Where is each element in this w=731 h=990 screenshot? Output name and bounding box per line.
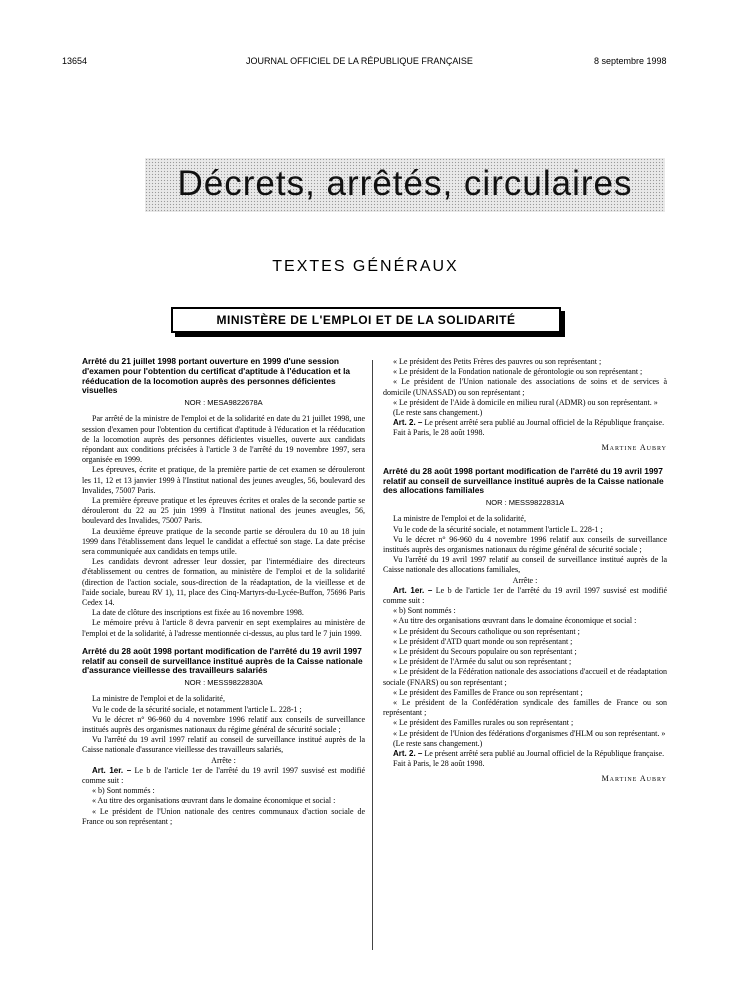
article-title: Arrêté du 28 août 1998 portant modification de l'arrêté du 19 avril 1997 relatif au conseil de surveillance institué auprès de la Caisse nationale des allocations familiales bbox=[383, 465, 664, 496]
banner-title: Décrets, arrêtés, circulaires bbox=[177, 164, 633, 203]
list-item: « Le président de l'Union nationale des associations de soins et de services à domicile (UNASSAD) ou son représentant ; bbox=[383, 377, 667, 397]
ministry-box bbox=[171, 307, 561, 333]
paragraph: Vu le décret n° 96-960 du 4 novembre 1996 relatif aux conseils de surveillance institués auprès des organismes nationaux du régime général de sécurité sociale ; bbox=[82, 714, 365, 735]
place-date: Fait à Paris, le 28 août 1998. bbox=[393, 428, 485, 438]
list-item: « Le président de l'Aide à domicile en milieu rural (ADMR) ou son représentant. » bbox=[393, 397, 658, 407]
nor-reference: NOR : MESA9822678A bbox=[184, 398, 263, 408]
list-item: « b) Sont nommés : bbox=[92, 786, 155, 796]
arrete-label: Arrête : bbox=[512, 575, 538, 585]
paragraph: Vu l'arrêté du 19 avril 1997 relatif au conseil de surveillance institué auprès de la Caisse nationale des allocations familiales, bbox=[383, 555, 667, 575]
article-text: Le présent arrêté sera publié au Journal officiel de la République française. bbox=[424, 418, 665, 428]
list-item: « Le président de la Fondation nationale de gérontologie ou son représentant ; bbox=[393, 367, 643, 377]
paragraph: Vu l'arrêté du 19 avril 1997 relatif au conseil de surveillance institué auprès de la Caisse nationale d'assurance vieillesse des travailleurs salariés, bbox=[82, 735, 365, 755]
paragraph: La première épreuve pratique et les épreuves écrites et orales de la seconde partie se dérouleront du 22 au 25 juin 1999 à l'Institut national des jeunes aveugles, 56, boulevard des Invalides, 75007 Paris. bbox=[82, 496, 365, 526]
paragraph: La ministre de l'emploi et de la solidarité, bbox=[393, 514, 526, 524]
list-item: « Le président de la Fédération nationale des associations d'accueil et de réadaptation sociale (FNARS) ou son représentant ; bbox=[383, 667, 667, 687]
paragraph: Vu le code de la sécurité sociale, et notamment l'article L. 228-1 ; bbox=[393, 524, 603, 534]
list-item: « Le président de l'Union des fédérations d'organismes d'HLM ou son représentant. » bbox=[393, 728, 666, 738]
article-paragraph bbox=[383, 586, 667, 606]
paragraph: Les épreuves, écrite et pratique, de la première partie de cet examen se dérouleront les 11, 12 et 13 janvier 1999 à l'Institut national des jeunes aveugles, 56, boulevard des Invalides, 75007 Paris. bbox=[82, 465, 365, 495]
arrete-label: Arrête : bbox=[211, 755, 236, 765]
paragraph: La date de clôture des inscriptions est fixée au 16 novembre 1998. bbox=[92, 608, 304, 618]
right-column bbox=[383, 357, 667, 784]
nor-reference: NOR : MESS9822830A bbox=[184, 678, 263, 688]
list-item: « Le président de l'Armée du salut ou son représentant ; bbox=[393, 657, 572, 667]
list-item: (Le reste sans changement.) bbox=[393, 408, 483, 418]
list-item: « Le président d'ATD quart monde ou son représentant ; bbox=[393, 636, 573, 646]
list-item: « Le président des Familles rurales ou son représentant ; bbox=[393, 718, 574, 728]
article-title: Arrêté du 28 août 1998 portant modification de l'arrêté du 19 avril 1997 relatif au conseil de surveillance institué auprès de la Caisse nationale d'assurance vieillesse des travailleurs salariés bbox=[82, 645, 363, 676]
article-label: Art. 2. – bbox=[393, 418, 423, 428]
article-label: Art. 2. – bbox=[393, 749, 423, 759]
journal-title: JOURNAL OFFICIEL DE LA RÉPUBLIQUE FRANÇAISE bbox=[246, 56, 473, 66]
list-item: « Le président de la Confédération syndicale des familles de France ou son représentant ; bbox=[383, 698, 667, 718]
paragraph: La ministre de l'emploi et de la solidarité, bbox=[92, 694, 225, 704]
article-text: Le b de l'article 1er de l'arrêté du 19 avril 1997 susvisé est modifié comme suit : bbox=[82, 765, 366, 786]
column-divider bbox=[372, 360, 373, 950]
paragraph: La deuxième épreuve pratique de la seconde partie se déroulera du 10 au 18 juin 1999 dans l'établissement dans lequel le candidat a effectué son stage. La date précise sera communiquée aux candidats en temps utile. bbox=[82, 526, 365, 557]
list-item: « b) Sont nommés : bbox=[393, 606, 456, 616]
list-item: (Le reste sans changement.) bbox=[393, 738, 483, 748]
page-number: 13654 bbox=[62, 56, 88, 66]
place-date: Fait à Paris, le 28 août 1998. bbox=[393, 759, 485, 769]
article-label: Art. 1er. – bbox=[92, 765, 132, 775]
paragraph: Par arrêté de la ministre de l'emploi et de la solidarité en date du 21 juillet 1998, une session d'examen pour l'obtention du certificat d'aptitude à l'éducation et la rééducation de la locomotion auprès des personnes déficientes visuelles, ouverte aux candidats répondant aux conditions précisées à l'article 3 de l'arrêté du 19 novembre 1997, sera organisée en 1999. bbox=[82, 414, 365, 465]
list-item: « Au titre des organisations œuvrant dans le domaine économique et social : bbox=[92, 796, 336, 806]
nor-reference: NOR : MESS9822831A bbox=[485, 498, 565, 508]
signature: Martine Aubry bbox=[601, 442, 667, 452]
signature: Martine Aubry bbox=[601, 773, 667, 783]
paragraph: Les candidats devront adresser leur dossier, par l'intermédiaire des directeurs d'établissement ou centres de formation, au ministère de l'emploi et de la solidarité (direction de l'action sociale, sous-direction de la réadaptation, de la vieillesse et de l'aide sociale, bureau RV 1), 11, place des Cinq-Martyrs-du-Lycée-Buffon, 75696 Paris Cedex 14. bbox=[82, 557, 365, 608]
list-item: « Le président du Secours populaire ou son représentant ; bbox=[393, 647, 577, 657]
left-column bbox=[82, 357, 365, 827]
list-item: « Le président des Familles de France ou son représentant ; bbox=[393, 687, 583, 697]
paragraph: Vu le décret n° 96-960 du 4 novembre 1996 relatif aux conseils de surveillance institués auprès des organismes nationaux du régime général de sécurité sociale ; bbox=[383, 534, 667, 555]
article-paragraph bbox=[82, 766, 365, 786]
paragraph: Le mémoire prévu à l'article 8 devra parvenir en sept exemplaires au ministère de l'emploi et de la solidarité, à l'adresse mentionnée ci-dessus, au plus tard le 7 juin 1999. bbox=[82, 618, 365, 638]
article-label: Art. 1er. – bbox=[393, 585, 433, 595]
article-paragraph bbox=[383, 418, 667, 428]
issue-date: 8 septembre 1998 bbox=[594, 56, 667, 66]
list-item: « Le président des Petits Frères des pauvres ou son représentant ; bbox=[393, 357, 602, 366]
article-text: Le b de l'article 1er de l'arrêté du 19 avril 1997 susvisé est modifié comme suit : bbox=[383, 585, 668, 606]
article-paragraph bbox=[383, 749, 667, 759]
section-title: TEXTES GÉNÉRAUX bbox=[272, 258, 459, 275]
section-banner bbox=[145, 158, 665, 212]
article-text: Le présent arrêté sera publié au Journal officiel de la République française. bbox=[424, 749, 665, 759]
list-item: « Au titre des organisations œuvrant dans le domaine économique et social : bbox=[393, 616, 637, 626]
list-item: « Le président de l'Union nationale des centres communaux d'action sociale de France ou son représentant ; bbox=[82, 806, 365, 826]
article-title: Arrêté du 21 juillet 1998 portant ouverture en 1999 d'une session d'examen pour l'obtention du certificat d'aptitude à l'éducation et la rééducation de la locomotion auprès des personnes déficientes visuelles bbox=[82, 356, 351, 396]
ministry-label: MINISTÈRE DE L'EMPLOI ET DE LA SOLIDARITÉ bbox=[216, 313, 516, 327]
paragraph: Vu le code de la sécurité sociale, et notamment l'article L. 228-1 ; bbox=[92, 704, 302, 714]
list-item: « Le président du Secours catholique ou son représentant ; bbox=[393, 626, 580, 636]
